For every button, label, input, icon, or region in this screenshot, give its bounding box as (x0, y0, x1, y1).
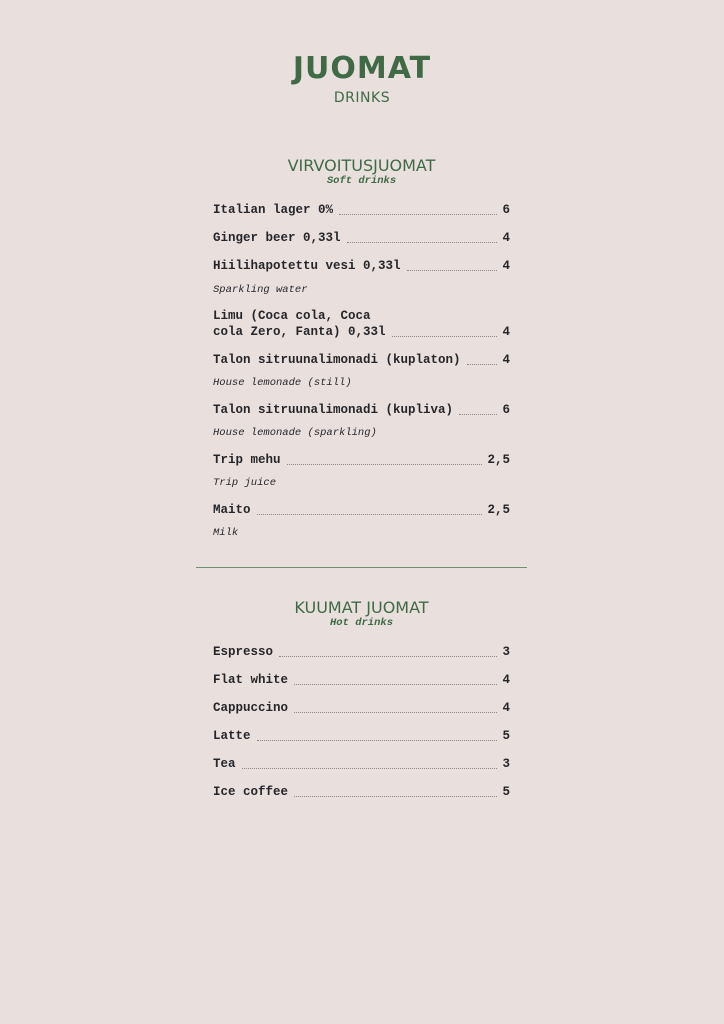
item-description: Sparkling water (213, 284, 308, 296)
dot-leader (294, 684, 497, 685)
soft-drinks-section (213, 156, 510, 539)
menu-item (213, 756, 510, 772)
hot-drinks-section (213, 598, 510, 799)
item-name: Maito (213, 503, 251, 517)
dot-leader (257, 514, 483, 515)
dot-leader (257, 740, 498, 741)
item-description: Trip juice (213, 477, 277, 489)
item-price: 4 (502, 353, 510, 367)
menu-item (213, 308, 510, 340)
dot-leader (347, 242, 498, 243)
item-price: 2,5 (487, 503, 510, 517)
page-title: JUOMAT (292, 51, 432, 86)
item-name: Italian lager 0% (213, 203, 334, 217)
item-name: Flat white (213, 673, 289, 687)
item-price: 3 (502, 645, 510, 659)
item-name: Trip mehu (213, 453, 281, 467)
dot-leader (242, 768, 498, 769)
item-description: Milk (213, 527, 239, 539)
item-price: 5 (502, 729, 510, 743)
section-subtitle: Hot drinks (329, 617, 393, 629)
menu-item (213, 452, 510, 468)
dot-leader (339, 214, 497, 215)
dot-leader (294, 712, 497, 713)
item-price: 3 (502, 757, 510, 771)
menu-item (213, 402, 510, 418)
item-price: 6 (502, 203, 510, 217)
section-subtitle: Soft drinks (326, 175, 397, 187)
item-price: 4 (502, 231, 510, 245)
item-price: 6 (502, 403, 510, 417)
menu-item (213, 700, 510, 716)
dot-leader (407, 270, 498, 271)
menu-item (213, 230, 510, 246)
item-price: 4 (502, 325, 510, 339)
dot-leader (392, 336, 498, 337)
menu-item (213, 644, 510, 660)
item-description: House lemonade (still) (213, 377, 352, 389)
menu-item (213, 728, 510, 744)
dot-leader (459, 414, 497, 415)
menu-item (213, 502, 510, 518)
item-name: Ginger beer 0,33l (213, 231, 341, 245)
item-name: Talon sitruunalimonadi (kupliva) (213, 403, 454, 417)
item-name: Hiilihapotettu vesi 0,33l (213, 259, 401, 273)
dot-leader (279, 656, 497, 657)
item-name: Cappuccino (213, 701, 289, 715)
item-description: House lemonade (sparkling) (213, 427, 377, 439)
item-price: 4 (502, 259, 510, 273)
dot-leader (294, 796, 497, 797)
item-price: 5 (502, 785, 510, 799)
menu-item (213, 202, 510, 218)
section-title: VIRVOITUSJUOMAT (287, 156, 436, 175)
item-name (213, 308, 386, 340)
dot-leader (287, 464, 483, 465)
item-name: Ice coffee (213, 785, 289, 799)
section-title: KUUMAT JUOMAT (294, 598, 429, 617)
menu-item (213, 352, 510, 368)
item-name: Latte (213, 729, 251, 743)
item-name: Tea (213, 757, 236, 771)
item-name-line: cola Zero, Fanta) 0,33l (213, 325, 386, 339)
item-price: 4 (502, 673, 510, 687)
menu-item (213, 672, 510, 688)
section-divider (196, 567, 527, 568)
item-name: Espresso (213, 645, 274, 659)
item-price: 2,5 (487, 453, 510, 467)
item-price: 4 (502, 701, 510, 715)
item-name-line: Limu (Coca cola, Coca (213, 309, 371, 323)
dot-leader (467, 364, 498, 365)
menu-item (213, 784, 510, 800)
menu-item (213, 258, 510, 274)
page-subtitle: DRINKS (333, 90, 391, 106)
item-name: Talon sitruunalimonadi (kuplaton) (213, 353, 461, 367)
